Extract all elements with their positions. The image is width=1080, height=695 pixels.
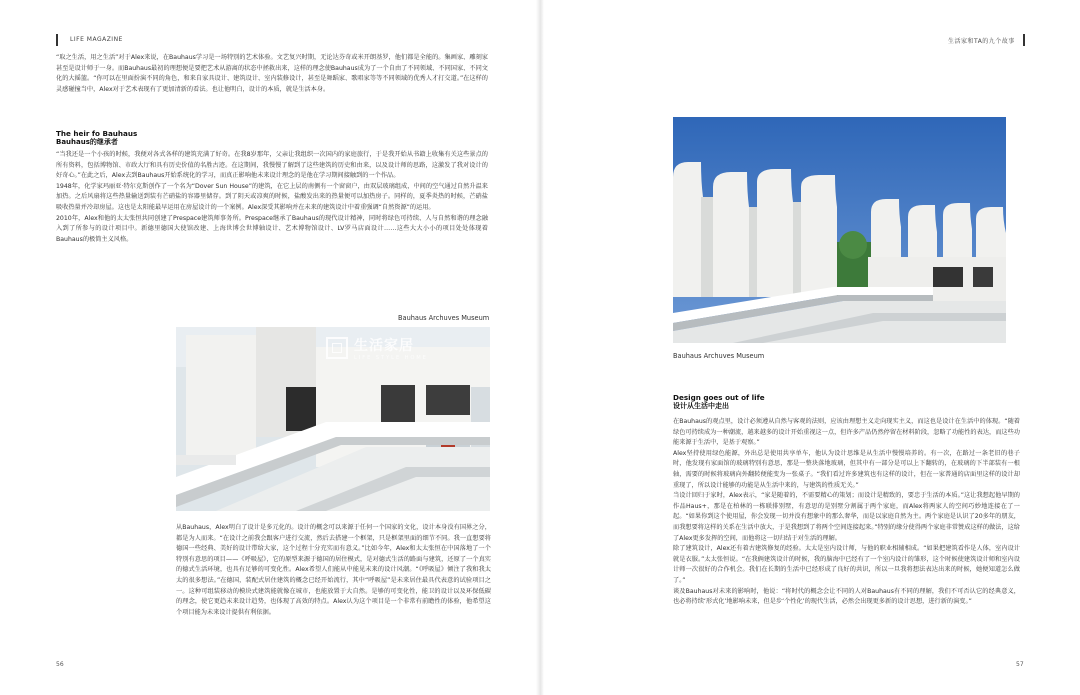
watermark-subtitle: LIFE STYLE HOME bbox=[354, 355, 428, 361]
bottom-paragraph: 从Bauhaus，Alex明白了设计是多元化的。设计的概念可以来源于任何一个国家的文化，设计本身没有国界之分，都是为人而来。“在设计之前我会跟客户进行交流，然后去搭建一个框架，只是框架里面的细节不同。我一直想要将德国一些经典、美好的设计带给大家，这个过程十分充实而有意义。”比如今年，Alex和太太张恒在中国落地了一个特别有意思的项目——《呼吸屋》，它的原型来源于德国的居住模式，是对德式生活的路面与建筑，还原了一个真实的德式生活环境，也具有足够的可变化性。Alex希望人们能从中能见未来的设计风潮。“《呼吸屋》倾注了我和我太太的很多想法。”在德国，装配式居住建筑的概念已经开始流行，其中“呼吸屋”是未来居住最具代表意的试验项目之一。这种可组装移动的模块式建筑能就像在城市，也能放置于大自然。是够的可变化性，能卫的设计以及环保低碳的理念，使它更趋未来设计趋势，也体现了高效的特点。Alex认为这个项目是一个非常有前瞻性的体验，他希望这个项目能为未来设计提供有利依据。 bbox=[176, 524, 491, 616]
page-number-left: 56 bbox=[56, 661, 64, 668]
bauhaus-archive-photo-left bbox=[176, 327, 490, 511]
watermark bbox=[326, 331, 476, 365]
design-paragraph: Alex坚持使用绿色能源，外出总是使用共享单车，他认为设计思维是从生活中慢慢培养的。有一次，在路过一条老旧的巷子时，他发现有家面馆的玻璃特别有意思，那是一整块落地玻璃，但其中有一部分是可以上下翻转的，在玻璃的下半部装有一根轴，需要的时候将玻璃向外翻转便能变为一张桌子。“我们看过许多建筑也有这样的设计，但在一家普通的店面里这样的设计却重现了，所以设计能够的功能是从生活中来的，与建筑的性质无关。” bbox=[673, 449, 1020, 489]
magazine-title: LIFE MAGAZINE bbox=[70, 36, 123, 43]
heir-body bbox=[56, 150, 488, 245]
design-paragraph: 在Bauhaus的观点里，设计必须遵从自然与客观的法则，应该由理想主义走向现实主义，而这也是设计在生活中的体现。“随着绿色可持续成为一种潮流，越来越多的设计开始重视这一点，但许多产品仍然停留在材料阶段，忽略了功能性的表达，而这些功能来源于生活中，是基于观察。” bbox=[673, 418, 1020, 447]
right-photo-caption: Bauhaus Archuves Museum bbox=[673, 352, 765, 360]
design-paragraph: 谈及Bauhaus对未来的影响时，他说：“将时代的概念会让不同的人对Bauhaus有不同的理解，我们不可否认它的经典意义，也必将持续‘形式化’地影响未来，但是步‘个性化’的现代生活，必然会出现更多新的设计思想，进行新的演变。” bbox=[673, 587, 1020, 606]
design-heading-cn: 设计从生活中走出 bbox=[673, 402, 729, 410]
heir-heading-cn: Bauhaus的继承者 bbox=[56, 138, 118, 146]
watermark-logo-icon bbox=[326, 337, 348, 359]
left-photo-caption: Bauhaus Archuves Museum bbox=[398, 314, 490, 322]
heir-section bbox=[56, 129, 488, 245]
design-body bbox=[673, 417, 1020, 608]
header-bar-left bbox=[56, 34, 58, 46]
design-paragraph: 当设计回归于家时，Alex表示，“家是随着的，不需要精心的策划；而设计是精致的，要忠于生活的本质。”这让我想起他早期的作品Haus+，那是在柏林的一栋联排别墅，有意思的是别墅分割属于两个家庭，而Alex将两家人的空间巧妙地连接在了一起。“如果你到这个使用屋，你会发现一切并没有想象中的那么奢华，而是以家庭自然为主。两个家庭是认识了20多年的朋友，而我想要将这样的关系在生活中放大，于是我想到了将两个空间连接起来。”特别的缘分使得两个家庭非常赞成这样的做法，这给了Alex更多发挥的空间，而他将这一切归结于对生活的理解。 bbox=[673, 492, 1020, 542]
design-section bbox=[673, 393, 1020, 608]
heir-paragraph: “当我还是一个小孩的时候，我便对各式各样的建筑充满了好奇。在我8岁那年，父亲让我组织一次国内的家庭旅行，于是我开始从书籍上收集有关这些景点的所有资料，包括博物馆、市政大厅和具有历史价值的名胜古迹。在这期间，我慢慢了解到了这些建筑的历史和由来，以及设计师的思路，这激发了我对设计的好奇心。”在此之后，Alex去到Bauhaus开始系统化的学习，而真正影响他未来设计理念的是他在学习期间接触到的一个作品。 bbox=[56, 151, 488, 180]
bottom-body bbox=[176, 523, 491, 618]
design-paragraph: 除了建筑设计，Alex还有着古建筑修复的经验。太太是室内设计师，与他的职业相辅相成。“如果把建筑看作是人体，室内设计就是衣服。”太太张恒说。“在我俩建筑设计的时候，我的脑海中已经有了一个室内设计的雏形，这个时候使建筑设计师和室内设计师一次很好的合作机会。我们在长期的生活中已经形成了良好的共识，所以一旦我将想法表达出来的时候，她便知道怎么做了。” bbox=[673, 545, 1020, 584]
bauhaus-archive-illustration-right bbox=[673, 117, 1006, 343]
bauhaus-archive-photo-right bbox=[673, 117, 1006, 343]
header-bar-right bbox=[1023, 34, 1025, 46]
heir-paragraph: 1948年，化学家玛丽亚·特尔克斯创作了一个名为“Dover Sun House”的建筑，在它上层的南侧有一个窗窗户，由双层玻璃组成，中间的空气通过自然升温来加热。之后风扇将这些热量输送到装有芒硝盐的容器里储存。到了阴天或凉爽的时候，盐酸发出来的热量便可以加热房子。同样的，夏季炎热的时候，芒硝盐吸收热量并冷却房屋。这也是太阳能最早运用在房屋设计的一个案例。Alex深受其影响并在未来的建筑设计中着重强调“自然资源”的运用。 bbox=[56, 182, 488, 211]
heir-paragraph: 2010年，Alex和他的太太张恒共同创建了Prespace建筑师事务所。Prespace继承了Bauhaus的现代设计精神，同时将绿色可持续、人与自然和谐的理念融入到了所参与的设计项目中。新德里德国大使馆改建、上海世博会世博轴设计、艺术博物馆设计、LV罗马店面设计……这些大大小小的项目处处体现着Bauhaus的极简主义风格。 bbox=[56, 214, 488, 243]
right-page bbox=[540, 0, 1080, 695]
intro-paragraph: “取之生活，用之生活”对于Alex来说，在Bauhaus学习是一场特别的艺术体验。文艺复兴时期，无论达芬奇或米开朗基罗，他们都是全能的。集画家、雕刻家甚至是设计师于一身。而Bauhaus最初的理想便是要把艺术从游离的状态中拯救出来，这样的理念使Bauhaus成为了一个自由了不同领域、不同国家、不同文化的大摇篮。“你可以在里面扮演不同的角色，和来自家具设计、建筑设计、室内装修设计，甚至是舞蹈家、歌唱家等等不同领域的优秀人才打交道。”在这样的灵感碰撞当中，Alex对于艺术表现有了更加清新的看法。也让他明白，设计的本质，就是生活本身。 bbox=[56, 54, 488, 93]
design-heading-en: Design goes out of life bbox=[673, 393, 765, 402]
page-number-right: 57 bbox=[1016, 661, 1024, 668]
series-title: 生活家和TA的九个故事 bbox=[948, 38, 1015, 45]
heir-heading-en: The heir fo Bauhaus bbox=[56, 129, 138, 138]
watermark-title: 生活家居 bbox=[354, 338, 414, 354]
